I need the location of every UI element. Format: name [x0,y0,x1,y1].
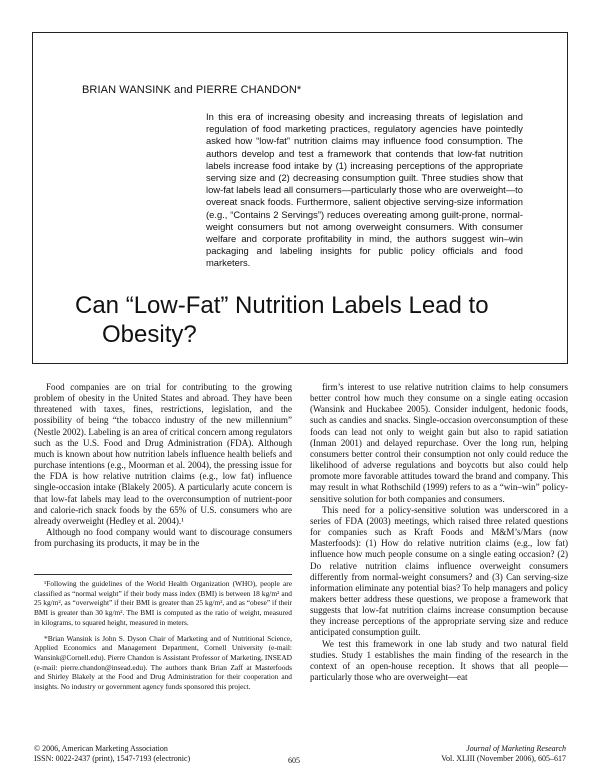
article-title [75,291,515,349]
body-right-column [310,382,568,683]
copyright-text: © 2006, American Marketing Association [34,744,168,753]
page-number: 605 [288,756,300,765]
journal-name: Journal of Marketing Research [466,744,566,753]
issn-text: ISSN: 0022-2437 (print), 1547-7193 (electronic) [34,754,191,763]
footnotes [34,574,292,698]
author-line: BRIAN WANSINK and PIERRE CHANDON* [82,84,302,96]
body-paragraph: Food companies are on trial for contributing to the growing problem of obesity in the United States and abroad. They have been threatened with taxes, fines, restrictions, legislation, and the possibility of being “the tobacco industry of the new millennium” (Nestle 2002). Labeling is an area of critical concern among regulators such as the U.S. Food and Drug Administration (FDA). Although much is known about how nutrition labels influence health beliefs and purchase intentions (e.g., Moorman et al. 2004), the pressing issue for the FDA is how relative nutrition claims (e.g., low fat) influence single-occasion intake (Blakely 2005). A particularly acute concern is that low-fat labels may lead to the overconsumption of nutrient-poor and calorie-rich snack foods by the 65% of U.S. consumers who are already overweight (Hedley et al. 2004).¹ [34,382,292,526]
body-paragraph: Although no food company would want to discourage consumers from purchasing its products, it may be in the [34,527,292,549]
body-paragraph: firm’s interest to use relative nutrition claims to help consumers better control how much they consume on a single eating occasion (Wansink and Huckabee 2005). Consider indulgent, hedonic foods, such as candies and snacks. Single-occasion overconsumption of these foods can lead not only to weight gain but also to rapid satiation (Inman 2001) and delayed repurchase. Over the long run, helping consumers better control their consumption not only could reduce the likelihood of adverse regulations and boycotts but also could help promote more favorable attitudes toward the brand and company. This may result in what Rothschild (1999) refers to as a “win–win” policy-sensitive solution for both companies and consumers. [310,382,568,504]
title-line-1: Can “Low-Fat” Nutrition Labels Lead to [75,292,489,319]
footnote-bmi: ¹Following the guidelines of the World Health Organization (WHO), people are classified as “normal weight” if their body mass index (BMI) is between 18 kg/m² and 25 kg/m², as “overweight” if their BMI is greater than 25 kg/m², and as “obese” if their BMI is greater than 30 kg/m². The BMI is computed as the ratio of weight, measured in kilograms, to squared height, measured in meters. [34,579,292,627]
body-left-column [34,382,292,549]
body-paragraph: We test this framework in one lab study and two natural field studies. Study 1 establishes the main finding of the research in the context of an open-house reception. It shows that all people—particularly those who are overweight—eat [310,638,568,683]
journal-volume: Vol. XLIII (November 2006), 605–617 [441,754,566,763]
footnote-authors: *Brian Wansink is John S. Dyson Chair of Marketing and of Nutritional Science, Applied Economics and Management Department, Cornell University (e-mail: Wansink@Cornell.edu). Pierre Chandon is Assistant Professor of Marketing, INSEAD (e-mail: pierre.chandon@insead.edu). The authors thank Brian Zaff at Masterfoods and Shirley Blakely at the Food and Drug Administration for their cooperation and insights. No industry or government agency funds sponsored this project. [34,633,292,692]
abstract-text: In this era of increasing obesity and increasing threats of legislation and regulation of food marketing practices, regulatory agencies have pointedly asked how “low-fat” nutrition claims may influence food consumption. The authors develop and test a framework that contends that low-fat nutrition labels increase food intake by (1) increasing perceptions of the appropriate serving size and (2) decreasing consumption guilt. Three studies show that low-fat labels lead all consumers—particularly those who are overweight—to overeat snack foods. Furthermore, salient objective serving-size information (e.g., “Contains 2 Servings”) reduces overeating among guilt-prone, normal-weight consumers but not among overweight consumers. With consumer welfare and corporate profitability in mind, the authors suggest win–win packaging and labeling insights for public policy officials and food marketers. [206,111,523,269]
footer-journal-block [436,744,566,764]
footer-copyright-block [34,744,254,764]
body-paragraph: This need for a policy-sensitive solution was underscored in a series of FDA (2003) meetings, which raised three related questions for companies such as Kraft Foods and M&M’s/Mars (now Masterfoods): (1) How do relative nutrition claims (e.g., low fat) influence how much people consume on a single eating occasion? (2) Do relative nutrition claims influence overweight consumers differently from normal-weight consumers? and (3) Can serving-size information eliminate any potential bias? To help managers and policy makers better address these questions, we propose a framework that suggests that low-fat nutrition claims increase consumption because they increase perceptions of the appropriate serving size and reduce anticipated consumption guilt. [310,504,568,638]
title-line-2: Obesity? [102,321,197,348]
